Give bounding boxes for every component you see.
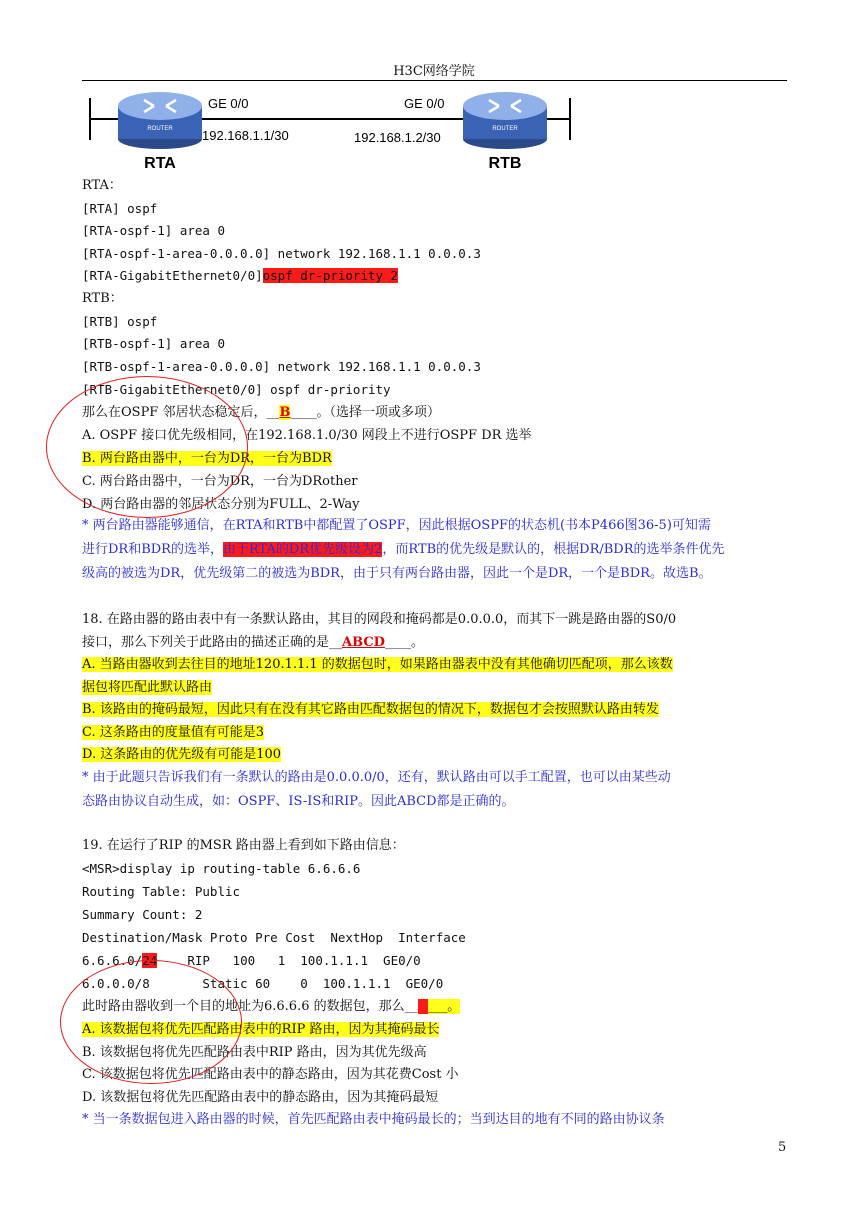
q17-option-b: B. 两台路由器中，一台为DR，一台为BDR xyxy=(82,451,332,466)
rtb-ip-label: 192.168.1.2/30 xyxy=(354,130,441,145)
explain-highlight: 由于RTA的DR优先级设为2 xyxy=(222,542,383,557)
rta-config-line: [RTA-GigabitEthernet0/0]ospf dr-priority 2 xyxy=(82,268,399,283)
router-caption-right: ROUTER xyxy=(492,126,518,132)
q19-table-header: Destination/Mask Proto Pre Cost NextHop Interface xyxy=(82,930,466,945)
q19-answer: A xyxy=(417,999,428,1014)
q19-table-row: 6.6.6.0/24 RIP 100 1 100.1.1.1 GE0/0 xyxy=(82,953,421,968)
annotation-circle xyxy=(60,960,242,1084)
router-icon-rtb xyxy=(463,92,547,149)
q18-option-c: C. 这条路由的度量值有可能是3 xyxy=(82,725,265,740)
q18-option-a: 据包将匹配此默认路由 xyxy=(82,680,213,695)
network-diagram xyxy=(82,84,582,176)
annotation-circle xyxy=(46,376,248,518)
q18-option-a: A. 当路由器收到去往目的地址120.1.1.1 的数据包时，如果路由器表中没有其他确切匹配项，那么该数 xyxy=(82,657,673,672)
q18-option-d: D. 这条路由的优先级有可能是100 xyxy=(82,747,282,762)
page-header-title: H3C网络学院 xyxy=(393,64,475,79)
rtb-title: RTB： xyxy=(82,291,123,306)
rtb-label: RTB xyxy=(488,155,522,172)
q17-stem: 那么在OSPF 邻居状态稳定后，__B____。（选择一项或多项） xyxy=(82,405,440,420)
q18-stem: 接口，那么下列关于此路由的描述正确的是__ABCD____。 xyxy=(82,635,424,650)
q17-explanation: 级高的被选为DR，优先级第二的被选为BDR，由于只有两台路由器，因此一个是DR，一个是BDR。故选B。 xyxy=(82,566,712,581)
q19-table-row: 6.0.0.0/8 Static 60 0 100.1.1.1 GE0/0 xyxy=(82,976,444,991)
q17-option-d: D. 两台路由器的邻居状态分别为FULL、2-Way xyxy=(82,497,360,512)
q17-answer: B xyxy=(279,405,291,420)
q17-explanation: 进行DR和BDR的选举，由于RTA的DR优先级设为2，而RTB的优先级是默认的，根据DR/BDR的选举条件优先 xyxy=(82,542,725,557)
rta-title: RTA： xyxy=(82,178,122,193)
mask-highlight: 24 xyxy=(142,953,158,968)
q18-answer: ABCD xyxy=(342,635,385,650)
rta-ip-label: 192.168.1.1/30 xyxy=(202,128,289,143)
dr-priority-highlight: ospf dr-priority 2 xyxy=(262,268,399,283)
q19-command: <MSR>display ip routing-table 6.6.6.6 xyxy=(82,861,361,876)
q17-option-c: C. 两台路由器中，一台为DR，一台为DRother xyxy=(82,474,358,489)
rta-interface-label: GE 0/0 xyxy=(208,96,249,111)
rtb-config-line: [RTB] ospf xyxy=(82,314,158,329)
rtb-config-line: [RTB-GigabitEthernet0/0] ospf dr-priority xyxy=(82,382,391,397)
q19-summary: Summary Count: 2 xyxy=(82,907,203,922)
rtb-config-line: [RTB-ospf-1] area 0 xyxy=(82,336,225,351)
q19-option-b: B. 该数据包将优先匹配路由表中RIP 路由，因为其优先级高 xyxy=(82,1045,427,1060)
router-icon-rta xyxy=(118,92,202,149)
q18-stem: 18. 在路由器的路由表中有一条默认路由，其目的网段和掩码都是0.0.0.0，而其下一跳是路由器的S0/0 xyxy=(82,612,677,627)
header-rule xyxy=(82,80,787,81)
q19-stem: 此时路由器收到一个目的地址为6.6.6.6 的数据包，那么__A___。 xyxy=(82,999,461,1014)
q18-explanation: * 由于此题只告诉我们有一条默认的路由是0.0.0.0/0，还有，默认路由可以手工配置，也可以由某些动 xyxy=(82,770,671,785)
rta-label: RTA xyxy=(144,155,176,172)
router-caption-left: ROUTER xyxy=(147,126,173,132)
q19-option-a: A. 该数据包将优先匹配路由表中的RIP 路由，因为其掩码最长 xyxy=(82,1022,440,1037)
q19-table-title: Routing Table: Public xyxy=(82,884,241,899)
q19-explanation: * 当一条数据包进入路由器的时候，首先匹配路由表中掩码最长的；当到达目的地有不同的路由协议条 xyxy=(82,1112,665,1127)
q18-explanation: 态路由协议自动生成，如：OSPF、IS-IS和RIP。因此ABCD都是正确的。 xyxy=(82,794,515,809)
q17-option-a: A. OSPF 接口优先级相同，在192.168.1.0/30 网段上不进行OSPF DR 选举 xyxy=(82,428,532,443)
q19-option-d: D. 该数据包将优先匹配路由表中的静态路由，因为其掩码最短 xyxy=(82,1090,439,1105)
rta-config-line: [RTA-ospf-1-area-0.0.0.0] network 192.168.1.1 0.0.0.3 xyxy=(82,246,481,261)
rtb-config-line: [RTB-ospf-1-area-0.0.0.0] network 192.168.1.1 0.0.0.3 xyxy=(82,359,481,374)
q19-stem: 19. 在运行了RIP 的MSR 路由器上看到如下路由信息： xyxy=(82,838,405,853)
rta-config-line: [RTA-ospf-1] area 0 xyxy=(82,223,225,238)
rta-config-line: [RTA] ospf xyxy=(82,201,158,216)
rtb-interface-label: GE 0/0 xyxy=(404,96,445,111)
q17-explanation: * 两台路由器能够通信，在RTA和RTB中都配置了OSPF，因此根据OSPF的状态机(书本P466图36-5)可知需 xyxy=(82,518,711,533)
q19-option-c: C. 该数据包将优先匹配路由表中的静态路由，因为其花费Cost 小 xyxy=(82,1067,459,1082)
q18-option-b: B. 该路由的掩码最短，因此只有在没有其它路由匹配数据包的情况下，数据包才会按照默认路由转发 xyxy=(82,702,659,717)
page-number: 5 xyxy=(778,1140,787,1155)
